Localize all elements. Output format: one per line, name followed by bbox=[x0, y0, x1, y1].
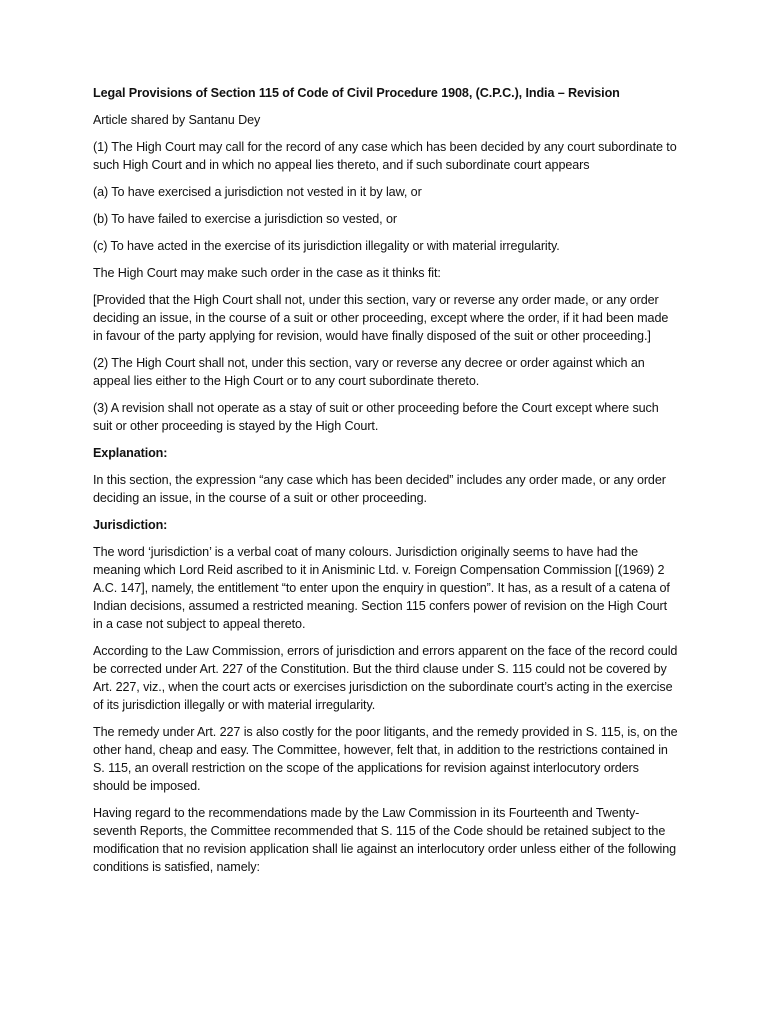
article-byline: Article shared by Santanu Dey bbox=[93, 113, 261, 127]
paragraph-explanation: In this section, the expression “any case which has been decided” includes any order made, or any order deciding an issue, in the course of a suit or other proceeding. bbox=[93, 473, 666, 505]
paragraph-remedy: The remedy under Art. 227 is also costly for the poor litigants, and the remedy provided in S. 115, is, on the other hand, cheap and easy. The Committee, however, felt that, in addition to the restrictions contained in S. 115, an overall restriction on the scope of the applications for revision against interlocutory orders should be imposed. bbox=[93, 725, 678, 793]
heading-explanation: Explanation: bbox=[93, 446, 168, 460]
paragraph-clause-a: (a) To have exercised a jurisdiction not vested in it by law, or bbox=[93, 185, 422, 199]
paragraph-jurisdiction: The word ‘jurisdiction’ is a verbal coat of many colours. Jurisdiction originally seems to have had the meaning which Lord Reid ascribed to it in Anisminic Ltd. v. Foreign Compensation Commission [(1969) 2 A.C. 147], namely, the entitlement “to enter upon the enquiry in question”. It has, as a result of a catena of Indian decisions, assumed a restricted meaning. Section 115 confers power of revision on the High Court in a case not subject to appeal thereto. bbox=[93, 545, 670, 631]
paragraph-proviso: [Provided that the High Court shall not, under this section, vary or reverse any order made, or any order deciding an issue, in the course of a suit or other proceeding, except where the order, if it had been made in favour of the party applying for revision, would have finally disposed of the suit or other proceeding.] bbox=[93, 293, 669, 343]
document-title: Legal Provisions of Section 115 of Code of Civil Procedure 1908, (C.P.C.), India – Revision bbox=[93, 86, 620, 100]
paragraph-subsection-1: (1) The High Court may call for the record of any case which has been decided by any court subordinate to such High Court and in which no appeal lies thereto, and if such subordinate court appears bbox=[93, 140, 677, 172]
paragraph-clause-c: (c) To have acted in the exercise of its jurisdiction illegality or with material irregularity. bbox=[93, 239, 560, 253]
paragraph-law-commission: According to the Law Commission, errors of jurisdiction and errors apparent on the face of the record could be corrected under Art. 227 of the Constitution. But the third clause under S. 115 could not be covered by Art. 227, viz., when the court acts or exercises jurisdiction on the subordinate court’s acting in the exercise of its jurisdiction illegally or with material irregularity. bbox=[93, 644, 678, 712]
paragraph-subsection-3: (3) A revision shall not operate as a stay of suit or other proceeding before the Court except where such suit or other proceeding is stayed by the High Court. bbox=[93, 401, 659, 433]
paragraph-order-fit: The High Court may make such order in the case as it thinks fit: bbox=[93, 266, 441, 280]
paragraph-recommendations: Having regard to the recommendations made by the Law Commission in its Fourteenth and Twenty-seventh Reports, the Committee recommended that S. 115 of the Code should be retained subject to the modification that no revision application shall lie against an interlocutory order unless either of the following conditions is satisfied, namely: bbox=[93, 806, 677, 874]
paragraph-clause-b: (b) To have failed to exercise a jurisdiction so vested, or bbox=[93, 212, 397, 226]
heading-jurisdiction: Jurisdiction: bbox=[93, 518, 168, 532]
paragraph-subsection-2: (2) The High Court shall not, under this section, vary or reverse any decree or order against which an appeal lies either to the High Court or to any court subordinate thereto. bbox=[93, 356, 645, 388]
